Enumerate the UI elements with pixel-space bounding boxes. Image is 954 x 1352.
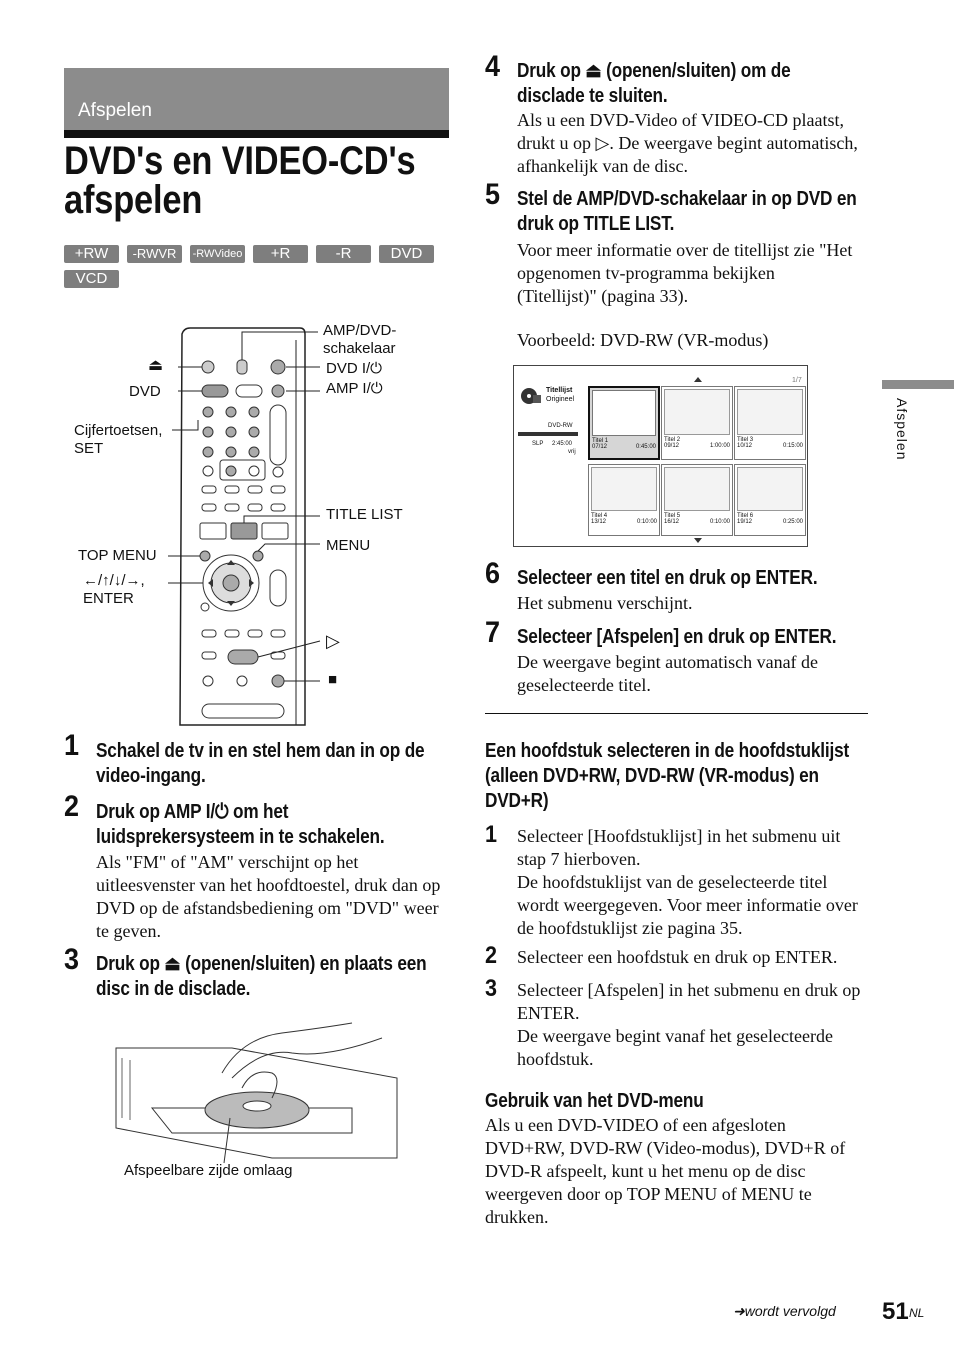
side-tab-bar [882, 380, 954, 389]
badge-rw-video: -RWVideo [190, 245, 245, 263]
screen-heading: Titellijst [546, 387, 573, 394]
screen-capacity-bar [518, 432, 578, 436]
section-divider [485, 713, 868, 714]
page-title [64, 139, 442, 222]
scroll-up-icon [694, 377, 702, 382]
label-eject: ⏏ [148, 357, 164, 374]
label-dvd-power: DVD I/⏻ [326, 360, 383, 377]
label-top-menu: TOP MENU [78, 547, 157, 564]
step-7-body: De weergave begint automatisch vanaf de geselecteerde titel. [517, 652, 819, 695]
chapter-step-3-number: 3 [485, 975, 498, 1002]
step-5-number: 5 [485, 178, 501, 211]
badge-rw-vr: -RWVR [127, 245, 182, 263]
side-tab-label: Afspelen [894, 398, 910, 461]
scroll-down-icon [694, 538, 702, 543]
step-4-heading: Druk op ⏏ (openen/sluiten) om de disclade te sluiten. [517, 60, 791, 107]
chapter-step-1-text: Selecteer [Hoofdstuklijst] in het submenu uit stap 7 hierboven. De hoofdstuklijst van de geselecteerde titel wordt weergegeven. Voor meer informatie over de hoofdstuklijst zie pagina 35. [517, 826, 858, 938]
example-label: Voorbeeld: DVD-RW (VR-modus) [517, 330, 769, 350]
screen-subheading: Origineel [546, 396, 575, 403]
dvd-menu-body: Als u een DVD-VIDEO of een afgesloten DVD+RW, DVD-RW (Video-modus), DVD+R of DVD-R afspeelt, kunt u het menu op de disc weergeven door op TOP MENU of MENU te drukken. [485, 1115, 846, 1227]
title-thumb-6[interactable]: Titel 6 19/12 0:25:00 [734, 464, 806, 536]
chapter-step-2-number: 2 [485, 942, 498, 969]
label-amp-dvd-switch: AMP/DVD- schakelaar [323, 322, 397, 357]
label-arrows-enter: ←/↑/↓/→, ENTER [83, 572, 145, 607]
title-thumb-4[interactable]: Titel 4 13/12 0:10:00 [588, 464, 660, 536]
label-amp-power: AMP I/⏻ [326, 380, 383, 397]
title-thumb-2[interactable]: Titel 2 09/12 1:00:00 [661, 386, 733, 460]
screen-disc-type: DVD-RW [548, 423, 573, 429]
step-2-heading: Druk op AMP I/⏻ om het luidsprekersysteem in te schakelen. [96, 801, 385, 848]
label-title-list: TITLE LIST [326, 506, 403, 523]
title-thumb-5[interactable]: Titel 5 16/12 0:10:00 [661, 464, 733, 536]
step-3-number: 3 [64, 943, 80, 976]
chapter-step-3-text: Selecteer [Afspelen] in het submenu en druk op ENTER. De weergave begint vanaf het geselecteerde hoofdstuk. [517, 980, 861, 1069]
badge-dvd: DVD [379, 245, 434, 263]
screen-free-time: 2:45:00 [552, 441, 573, 447]
section-banner-label: Afspelen [78, 100, 152, 121]
disc-icon [520, 387, 542, 405]
step-6-body: Het submenu verschijnt. [517, 593, 693, 613]
chapter-section-heading: Een hoofdstuk selecteren in de hoofdstuklijst (alleen DVD+RW, DVD-RW (VR-modus) en DVD+R) [485, 740, 850, 812]
chapter-step-1-number: 1 [485, 821, 498, 848]
screen-free-label: vrij [568, 449, 576, 455]
badge-minus-r: -R [316, 245, 371, 263]
continued-note: ➜wordt vervolgd [733, 1303, 836, 1319]
step-5-body: Voor meer informatie over de titellijst zie "Het opgenomen tv-programma bekijken (Titellijst)" (pagina 33). [517, 240, 853, 306]
label-play: ▷ [326, 631, 340, 651]
label-menu: MENU [326, 537, 371, 554]
step-6-heading: Selecteer een titel en druk op ENTER. [517, 567, 818, 589]
label-dvd: DVD [129, 383, 161, 400]
badge-vcd: VCD [64, 270, 119, 288]
step-1-number: 1 [64, 729, 80, 762]
title-thumb-1[interactable]: Titel 1 07/12 0:45:00 [588, 386, 660, 460]
step-7-number: 7 [485, 616, 501, 649]
step-7-heading: Selecteer [Afspelen] en druk op ENTER. [517, 626, 837, 648]
arrow-right-icon: ➜ [733, 1303, 745, 1319]
page-title-line-1: DVD's en VIDEO-CD's [64, 139, 416, 183]
step-1-heading: Schakel de tv in en stel hem dan in op de video-ingang. [96, 740, 425, 787]
step-3-heading: Druk op ⏏ (openen/sluiten) en plaats een disc in de disclade. [96, 953, 427, 1000]
badge-plus-rw: +RW [64, 245, 119, 263]
step-4-number: 4 [485, 50, 501, 83]
step-6-number: 6 [485, 557, 501, 590]
dvd-menu-heading: Gebruik van het DVD-menu [485, 1090, 704, 1112]
page-number: 51 [882, 1298, 909, 1325]
title-thumb-3[interactable]: Titel 3 10/12 0:15:00 [734, 386, 806, 460]
title-list-screen [513, 365, 808, 547]
label-number-buttons: Cijfertoetsen, SET [74, 422, 163, 457]
chapter-step-2-text: Selecteer een hoofdstuk en druk op ENTER. [517, 947, 838, 967]
step-5-heading: Stel de AMP/DVD-schakelaar in op DVD en druk op TITLE LIST. [517, 188, 857, 235]
screen-mode: SLP [532, 441, 544, 447]
label-stop: ■ [328, 671, 338, 688]
screen-page: 1/7 [792, 377, 802, 384]
page-lang: NL [909, 1306, 925, 1320]
banner-rule [64, 130, 449, 138]
badge-plus-r: +R [253, 245, 308, 263]
step-2-body: Als "FM" of "AM" verschijnt op het uitleesvenster van het hoofdtoestel, druk dan op DVD op de afstandsbediening om "DVD" weer te geven. [96, 852, 441, 941]
step-4-body: Als u een DVD-Video of VIDEO-CD plaatst, drukt u op ▷. De weergave begint automatisch, afhankelijk van de disc. [517, 110, 858, 176]
disc-caption: Afspeelbare zijde omlaag [124, 1162, 293, 1179]
step-2-number: 2 [64, 790, 80, 823]
page-title-line-2: afspelen [64, 178, 203, 222]
disc-tray-illustration [112, 1018, 402, 1168]
